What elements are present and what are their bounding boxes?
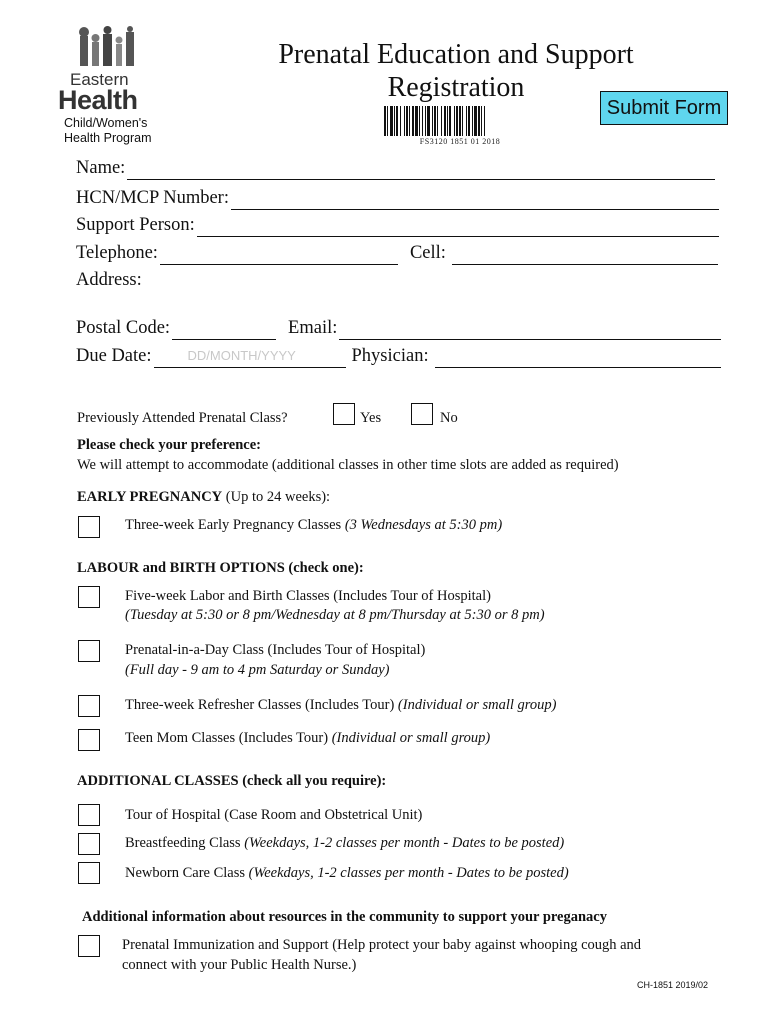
barcode-bar xyxy=(447,106,448,136)
name-input[interactable] xyxy=(127,163,715,178)
barcode-bar xyxy=(422,106,423,136)
barcode-bar xyxy=(412,106,414,136)
program-line-2: Health Program xyxy=(64,131,152,145)
barcode-bar xyxy=(404,106,405,136)
prenatal-in-a-day-label: Prenatal-in-a-Day Class (Includes Tour of Hospital) xyxy=(125,642,426,658)
email-label: Email: xyxy=(288,318,338,338)
address-label: Address: xyxy=(76,270,142,290)
teen-mom-class-label: Teen Mom Classes (Includes Tour) xyxy=(125,730,329,746)
physician-input[interactable] xyxy=(435,351,721,366)
postal-code-field[interactable] xyxy=(172,321,276,340)
cell-field[interactable] xyxy=(452,246,718,265)
due-date-input[interactable] xyxy=(154,351,346,366)
teen-mom-class-note: (Individual or small group) xyxy=(331,730,491,746)
barcode-bar xyxy=(409,106,410,136)
title-line-2: Registration xyxy=(387,72,525,103)
barcode-bar xyxy=(472,106,473,136)
email-field[interactable] xyxy=(339,321,721,340)
early-option-text: Three-week Early Pregnancy Classes xyxy=(125,517,342,533)
breastfeeding-class-checkbox[interactable] xyxy=(78,833,100,855)
physician-field[interactable] xyxy=(435,349,721,368)
program-name xyxy=(64,116,152,146)
prenatal-in-a-day-checkbox[interactable] xyxy=(78,640,100,662)
barcode-bar xyxy=(462,106,463,136)
breastfeeding-class-option xyxy=(125,834,564,853)
email-input[interactable] xyxy=(339,323,721,338)
barcode-bar xyxy=(425,106,426,136)
barcode-bar xyxy=(478,106,480,136)
title-line-1: Prenatal Education and Support xyxy=(278,39,634,70)
preference-heading: Please check your preference: xyxy=(77,437,262,453)
form-code: CH-1851 2019/02 xyxy=(637,980,709,990)
barcode-bar xyxy=(454,106,455,136)
community-resources-heading: Additional information about resources in the community to support your preganacy xyxy=(82,909,607,925)
program-line-1: Child/Women's xyxy=(64,116,148,130)
breastfeeding-class-label: Breastfeeding Class xyxy=(125,835,241,851)
five-week-class-label: Five-week Labor and Birth Classes (Includes Tour of Hospital) xyxy=(125,588,491,604)
support-person-input[interactable] xyxy=(197,220,719,235)
five-week-class-checkbox[interactable] xyxy=(78,586,100,608)
immunization-support-label: Prenatal Immunization and Support (Help protect your baby against whooping cough and xyxy=(122,937,642,953)
name-label: Name: xyxy=(76,158,126,178)
barcode-bar xyxy=(456,106,458,136)
early-heading-note: (Up to 24 weeks): xyxy=(225,489,331,505)
name-field[interactable] xyxy=(127,161,715,180)
early-pregnancy-checkbox[interactable] xyxy=(78,516,100,538)
support-row xyxy=(76,213,719,237)
name-row xyxy=(76,156,715,180)
barcode-bar xyxy=(474,106,477,136)
telephone-input[interactable] xyxy=(160,248,398,263)
tour-of-hospital-checkbox[interactable] xyxy=(78,804,100,826)
barcode-bar xyxy=(449,106,451,136)
previous-yes-label: Yes xyxy=(360,410,382,426)
labour-birth-heading: LABOUR and BIRTH OPTIONS (check one): xyxy=(77,560,364,576)
logo-text-eastern: Eastern xyxy=(70,70,129,89)
newborn-care-class-checkbox[interactable] xyxy=(78,862,100,884)
previous-no-checkbox[interactable] xyxy=(411,403,433,425)
submit-form-button[interactable]: Submit Form xyxy=(600,91,728,125)
postal-code-input[interactable] xyxy=(172,323,276,338)
barcode-bar xyxy=(466,106,467,136)
barcode-bar xyxy=(481,106,482,136)
barcode-number: FS3120 1851 01 2018 xyxy=(419,137,501,146)
barcode-bar xyxy=(396,106,398,136)
breastfeeding-class-note: (Weekdays, 1-2 classes per month - Dates to be posted) xyxy=(244,835,565,851)
newborn-care-class-option xyxy=(125,864,569,883)
telephone-label: Telephone: xyxy=(76,243,158,263)
barcode-bar xyxy=(400,106,401,136)
support-person-field[interactable] xyxy=(197,218,719,237)
due-date-placeholder: DD/MONTH/YYYY xyxy=(187,348,296,363)
logo-text-health: Health xyxy=(58,85,138,115)
telephone-row xyxy=(76,241,718,265)
teen-mom-class-option xyxy=(125,729,490,748)
barcode-bar xyxy=(434,106,436,136)
barcode-bar xyxy=(441,106,442,136)
previous-no-label: No xyxy=(440,410,458,426)
barcode-bar xyxy=(419,106,420,136)
previous-yes-checkbox[interactable] xyxy=(333,403,355,425)
immunization-support-checkbox[interactable] xyxy=(78,935,100,957)
due-date-label: Due Date: xyxy=(76,346,152,366)
due-physician-row xyxy=(76,344,721,368)
telephone-field[interactable] xyxy=(160,246,398,265)
early-heading-text: EARLY PREGNANCY xyxy=(77,489,223,505)
prenatal-in-a-day-schedule: (Full day - 9 am to 4 pm Saturday or Sunday) xyxy=(125,662,390,678)
preference-note: We will attempt to accommodate (additional classes in other time slots are added as required) xyxy=(77,457,619,473)
hcn-row xyxy=(76,186,719,210)
barcode-bar xyxy=(437,106,438,136)
barcode-bar xyxy=(387,106,388,136)
barcode-bar xyxy=(427,106,430,136)
due-date-field[interactable] xyxy=(154,349,346,368)
newborn-care-class-label: Newborn Care Class xyxy=(125,865,246,881)
address-row xyxy=(76,268,712,292)
barcode-bar xyxy=(384,106,386,136)
tour-of-hospital-label: Tour of Hospital (Case Room and Obstetrical Unit) xyxy=(125,807,423,823)
barcode-bar xyxy=(432,106,433,136)
barcode-bar xyxy=(406,106,408,136)
newborn-care-class-note: (Weekdays, 1-2 classes per month - Dates to be posted) xyxy=(248,865,569,881)
barcode-bar xyxy=(484,106,485,136)
early-option-note: (3 Wednesdays at 5:30 pm) xyxy=(344,517,503,533)
hcn-label: HCN/MCP Number: xyxy=(76,188,229,208)
five-week-class-schedule: (Tuesday at 5:30 or 8 pm/Wednesday at 8 pm/Thursday at 5:30 or 8 pm) xyxy=(125,607,545,623)
barcode-bar xyxy=(390,106,393,136)
cell-input[interactable] xyxy=(452,248,718,263)
barcode-bar xyxy=(415,106,418,136)
refresher-class-option xyxy=(125,696,556,715)
family-logo-icon xyxy=(78,26,138,68)
postal-email-row xyxy=(76,316,721,340)
postal-code-label: Postal Code: xyxy=(76,318,171,338)
barcode-bar xyxy=(459,106,461,136)
immunization-support-label-2: connect with your Public Health Nurse.) xyxy=(122,957,357,973)
cell-label: Cell: xyxy=(409,243,446,263)
barcode-bar xyxy=(444,106,446,136)
early-pregnancy-heading xyxy=(77,488,330,507)
refresher-class-label: Three-week Refresher Classes (Includes Tour) xyxy=(125,697,395,713)
teen-mom-class-checkbox[interactable] xyxy=(78,729,100,751)
barcode-bar xyxy=(468,106,470,136)
previously-attended-question: Previously Attended Prenatal Class? xyxy=(77,410,288,426)
page-title xyxy=(270,38,642,104)
support-person-label: Support Person: xyxy=(76,215,195,235)
address-input[interactable] xyxy=(148,275,712,292)
hcn-field[interactable] xyxy=(231,191,719,210)
barcode xyxy=(384,106,536,136)
barcode-bar xyxy=(394,106,395,136)
refresher-class-checkbox[interactable] xyxy=(78,695,100,717)
early-pregnancy-option xyxy=(125,516,502,535)
refresher-class-note: (Individual or small group) xyxy=(397,697,557,713)
physician-label: Physician: xyxy=(351,346,429,366)
additional-classes-heading: ADDITIONAL CLASSES (check all you require): xyxy=(77,773,387,789)
hcn-input[interactable] xyxy=(231,193,719,208)
